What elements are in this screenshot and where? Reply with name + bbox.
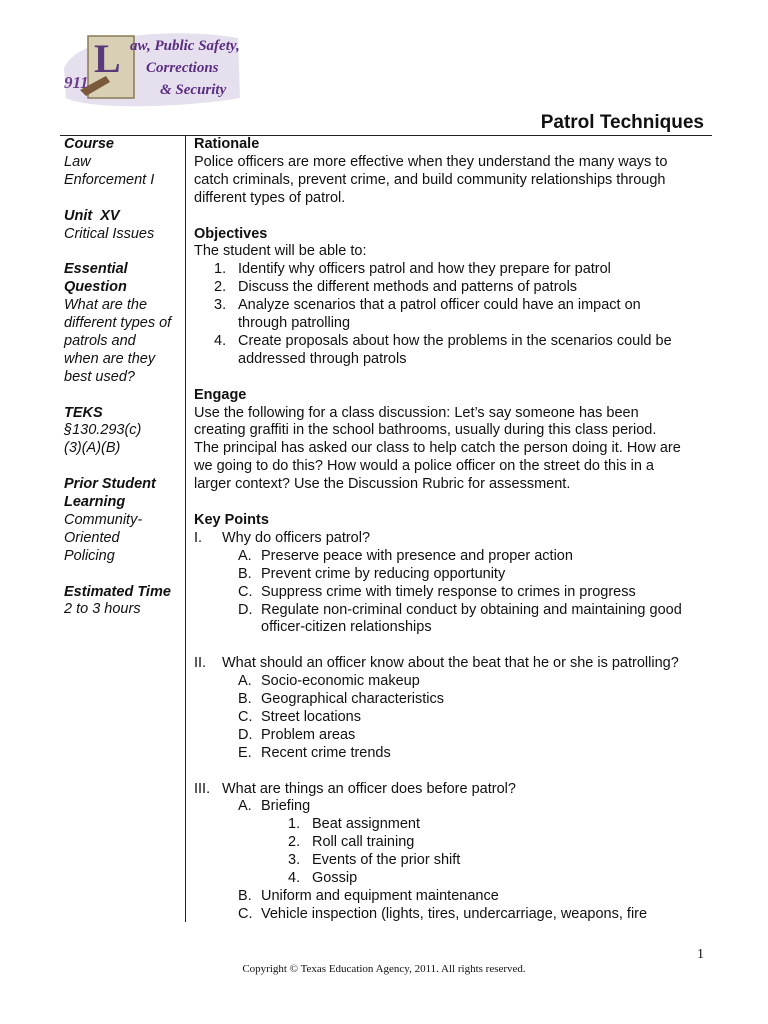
objective-continuation: through patrolling (238, 315, 351, 332)
essential-question-label: Essential (64, 261, 128, 278)
course-value: Law (64, 153, 91, 170)
key-point-subitem (194, 548, 714, 566)
essential-question-label: Question (64, 279, 127, 296)
unit-label: Unit XV (64, 207, 120, 224)
engage-line: Use the following for a class discussion: Let’s say someone has been (194, 404, 639, 421)
logo-line-1: aw, Public Safety, (130, 38, 240, 54)
engage-line: larger context? Use the Discussion Rubric for assessment. (194, 476, 571, 493)
key-point-subitem (194, 584, 714, 602)
objective-text: Discuss the different methods and patterns of patrols (238, 279, 578, 296)
essential-question-line: What are the (64, 297, 148, 314)
teks-value: §130.293(c) (64, 422, 142, 439)
objective-text: Identify why officers patrol and how they prepare for patrol (238, 261, 611, 278)
key-point-subitem (194, 691, 714, 709)
objective-continuation: addressed through patrols (238, 350, 407, 367)
subitem-text: Recent crime trends (261, 744, 391, 761)
column-divider (185, 136, 186, 922)
prior-learning-label: Prior Student (64, 476, 156, 493)
objectives-intro: The student will be able to: (194, 243, 367, 260)
subitem-marker: A. (238, 798, 252, 815)
objective-number: 1. (214, 261, 227, 278)
unit-value: Critical Issues (64, 225, 155, 242)
prior-learning-value: Community- (64, 511, 143, 528)
teks-group (64, 405, 182, 459)
nested-marker: 2. (288, 834, 301, 851)
nested-marker: 1. (288, 816, 301, 833)
logo-badge: 911 (64, 73, 89, 92)
key-point-subitem (194, 673, 714, 691)
objective-text: Create proposals about how the problems in the scenarios could be (238, 332, 672, 349)
teks-label: TEKS (64, 404, 103, 421)
copyright-footer: Copyright © Texas Education Agency, 2011. All rights reserved. (242, 963, 526, 975)
rationale-line: catch criminals, prevent crime, and build community relationships through (194, 171, 666, 188)
nested-text: Beat assignment (312, 816, 421, 833)
prior-learning-value: Oriented (64, 529, 120, 546)
subitem-marker: B. (238, 691, 252, 708)
estimated-time-group (64, 584, 182, 620)
objective-item (194, 279, 714, 297)
course-group (64, 136, 182, 190)
key-point-text: What are things an officer does before patrol? (222, 780, 516, 797)
lesson-content (194, 136, 714, 924)
nested-subitem (194, 816, 714, 834)
subitem-marker: B. (238, 565, 252, 582)
course-value: Enforcement I (64, 171, 155, 188)
unit-group (64, 208, 182, 244)
key-point-subitem (194, 745, 714, 763)
key-point-item (194, 530, 714, 548)
rationale-line: different types of patrol. (194, 189, 346, 206)
essential-question-line: best used? (64, 368, 135, 385)
subitem-marker: B. (238, 887, 252, 904)
prior-learning-value: Policing (64, 547, 115, 564)
logo-line-3: & Security (160, 82, 227, 98)
nested-text: Gossip (312, 870, 358, 887)
key-point-subitem (194, 888, 714, 906)
subitem-text: Briefing (261, 798, 311, 815)
key-point-subitem (194, 906, 714, 924)
subitem-text: Vehicle inspection (lights, tires, undercarriage, weapons, fire (261, 905, 648, 922)
essential-question-line: when are they (64, 350, 156, 367)
key-point-subitem (194, 602, 714, 620)
rationale-line: Police officers are more effective when they understand the many ways to (194, 153, 668, 170)
engage-line: The principal has asked our class to help catch the person doing it. How are (194, 440, 681, 457)
essential-question-group (64, 261, 182, 386)
key-point-number: I. (194, 529, 203, 546)
subitem-marker: E. (238, 744, 252, 761)
key-point-item (194, 781, 714, 799)
estimated-time-value: 2 to 3 hours (64, 601, 141, 618)
subitem-text: Problem areas (261, 726, 356, 743)
subitem-marker: C. (238, 905, 253, 922)
subitem-marker: A. (238, 673, 252, 690)
estimated-time-label: Estimated Time (64, 583, 171, 600)
subitem-text: Prevent crime by reducing opportunity (261, 565, 506, 582)
rationale-heading: Rationale (194, 136, 260, 152)
key-point-number: II. (194, 655, 207, 672)
page-title: Patrol Techniques (540, 112, 704, 133)
teks-value: (3)(A)(B) (64, 440, 121, 457)
key-point-item (194, 655, 714, 673)
course-logo (60, 28, 244, 110)
subitem-text: Regulate non-criminal conduct by obtaining and maintaining good (261, 601, 682, 618)
objective-item (194, 297, 714, 315)
subitem-text: Uniform and equipment maintenance (261, 887, 499, 904)
subitem-text: Preserve peace with presence and proper action (261, 547, 573, 564)
nested-subitem (194, 852, 714, 870)
objectives-heading: Objectives (194, 225, 268, 242)
subitem-marker: A. (238, 547, 252, 564)
objective-number: 4. (214, 332, 227, 349)
nested-marker: 3. (288, 852, 301, 869)
logo-letter: L (94, 36, 121, 81)
key-point-subitem (194, 727, 714, 745)
nested-text: Events of the prior shift (312, 852, 461, 869)
subitem-marker: C. (238, 708, 253, 725)
objective-text: Analyze scenarios that a patrol officer could have an impact on (238, 297, 641, 314)
engage-heading: Engage (194, 386, 247, 403)
logo-line-2: Corrections (146, 60, 219, 76)
key-point-text: Why do officers patrol? (222, 529, 371, 546)
subitem-marker: D. (238, 726, 253, 743)
key-point-subitem (194, 798, 714, 816)
key-points-heading: Key Points (194, 511, 269, 528)
objective-item (194, 333, 714, 351)
essential-question-line: patrols and (64, 332, 136, 349)
subitem-text: Suppress crime with timely response to crimes in progress (261, 583, 636, 600)
key-point-subitem (194, 566, 714, 584)
subitem-text: Socio-economic makeup (261, 673, 420, 690)
nested-text: Roll call training (312, 834, 415, 851)
key-point-subitem (194, 709, 714, 727)
key-point-number: III. (194, 780, 211, 797)
subitem-text: Street locations (261, 708, 361, 725)
page-number: 1 (697, 947, 704, 962)
prior-learning-label: Learning (64, 494, 126, 511)
key-point-text: What should an officer know about the beat that he or she is patrolling? (222, 655, 679, 672)
nested-subitem (194, 834, 714, 852)
subitem-marker: D. (238, 601, 253, 618)
lesson-sidebar (64, 136, 182, 637)
prior-learning-group (64, 476, 182, 566)
essential-question-line: different types of (64, 315, 172, 332)
engage-line: we going to do this? How would a police officer on the street do this in a (194, 458, 654, 475)
subitem-text: Geographical characteristics (261, 691, 444, 708)
engage-line: creating graffiti in the school bathrooms, usually during this class period. (194, 422, 657, 439)
objective-number: 2. (214, 279, 227, 296)
nested-marker: 4. (288, 870, 301, 887)
subitem-continuation: officer-citizen relationships (261, 619, 432, 636)
nested-subitem (194, 870, 714, 888)
objective-item (194, 261, 714, 279)
subitem-marker: C. (238, 583, 253, 600)
course-label: Course (64, 136, 114, 152)
objective-number: 3. (214, 297, 227, 314)
